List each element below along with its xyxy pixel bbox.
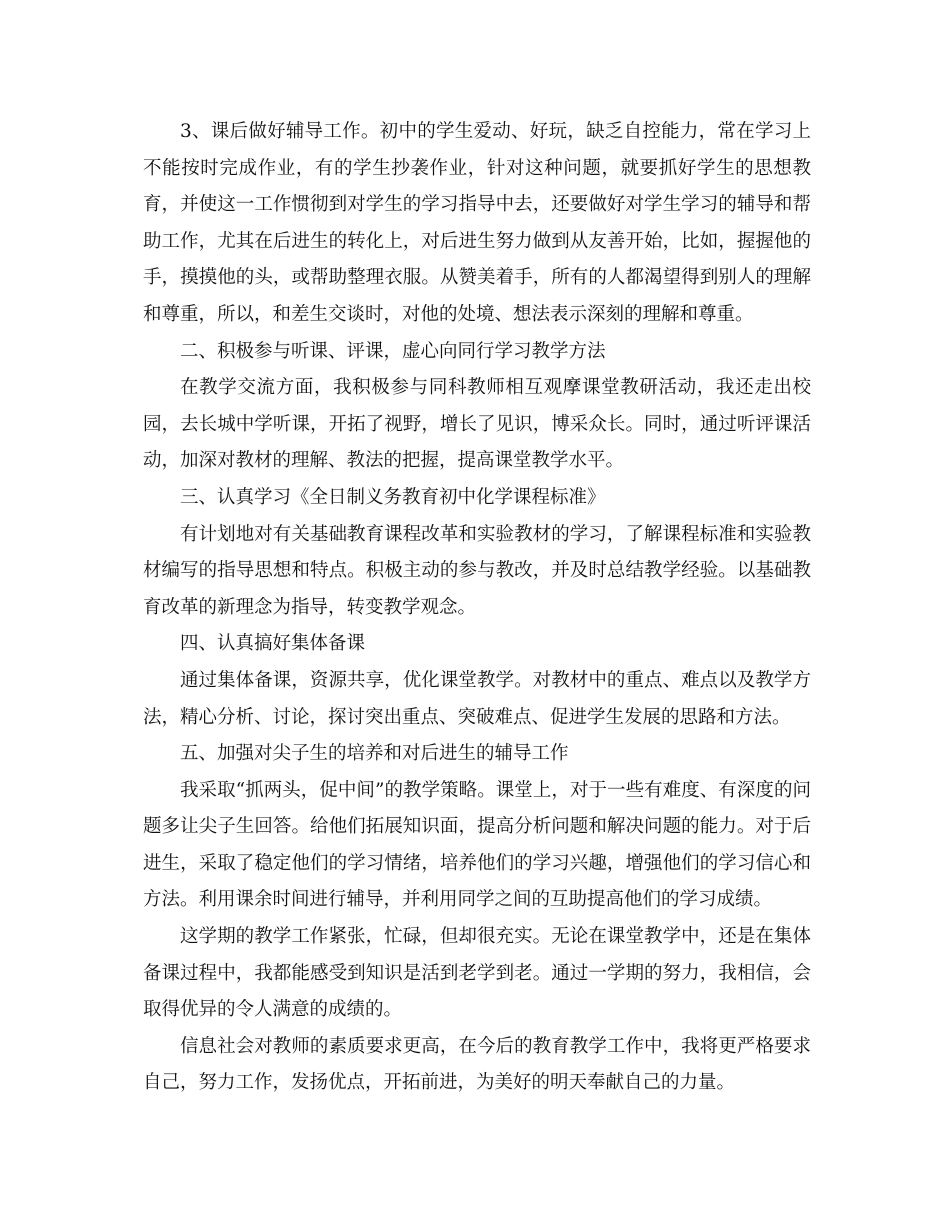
paragraph-future-commitment: 信息社会对教师的素质要求更高，在今后的教育教学工作中，我将更严格要求自己，努力工作，发扬优点，开拓前进，为美好的明天奉献自己的力量。 — [143, 1035, 811, 1094]
heading-collective-lesson-prep: 四、认真搞好集体备课 — [180, 633, 366, 655]
paragraph-after-class-tutoring: 3、课后做好辅导工作。初中的学生爱动、好玩，缺乏自控能力，常在学习上不能按时完成作业，有的学生抄袭作业，针对这种问题，就要抓好学生的思想教育，并使这一工作惯彻到对学生的学习指导中去，还要做好对学生学习的辅导和帮助工作，尤其在后进生的转化上，对后进生努力做到从友善开始，比如，握握他的手，摸摸他的头，或帮助整理衣服。从赞美着手，所有的人都渴望得到别人的理解和尊重，所以，和差生交谈时，对他的处境、想法表示深刻的理解和尊重。 — [143, 121, 811, 325]
paragraph-semester-summary: 这学期的教学工作紧张，忙碌，但却很充实。无论在课堂教学中，还是在集体备课过程中，我都能感受到知识是活到老学到老。通过一学期的努力，我相信，会取得优异的令人满意的成绩的。 — [143, 926, 811, 1021]
paragraph-teaching-strategy: 我采取“抓两头，促中间”的教学策略。课堂上，对于一些有难度、有深度的问题多让尖子生回答。给他们拓展知识面，提高分析问题和解决问题的能力。对于后进生，采取了稳定他们的学习情绪，培养他们的学习兴趣，增强他们的学习信心和方法。利用课余时间进行辅导，并利用同学之间的互助提高他们的学习成绩。 — [143, 779, 811, 911]
document-page — [143, 114, 811, 1102]
heading-top-and-struggling-students: 五、加强对尖子生的培养和对后进生的辅导工作 — [180, 743, 569, 765]
heading-curriculum-standard: 三、认真学习《全日制义务教育初中化学课程标准》 — [180, 486, 606, 508]
paragraph-curriculum-reform: 有计划地对有关基础教育课程改革和实验教材的学习，了解课程标准和实验教材编写的指导思想和特点。积极主动的参与教改，并及时总结教学经验。以基础教育改革的新理念为指导，转变教学观念。 — [143, 523, 811, 618]
paragraph-collective-lesson-prep: 通过集体备课，资源共享，优化课堂教学。对教材中的重点、难点以及教学方法，精心分析、讨论，探讨突出重点、突破难点、促进学生发展的思路和方法。 — [143, 669, 811, 728]
heading-lesson-observation: 二、积极参与听课、评课，虚心向同行学习教学方法 — [180, 340, 606, 362]
paragraph-teaching-exchange: 在教学交流方面，我积极参与同科教师相互观摩课堂教研活动，我还走出校园，去长城中学听课，开拓了视野，增长了见识，博采众长。同时，通过听评课活动，加深对教材的理解、教法的把握，提高课堂教学水平。 — [143, 377, 811, 472]
